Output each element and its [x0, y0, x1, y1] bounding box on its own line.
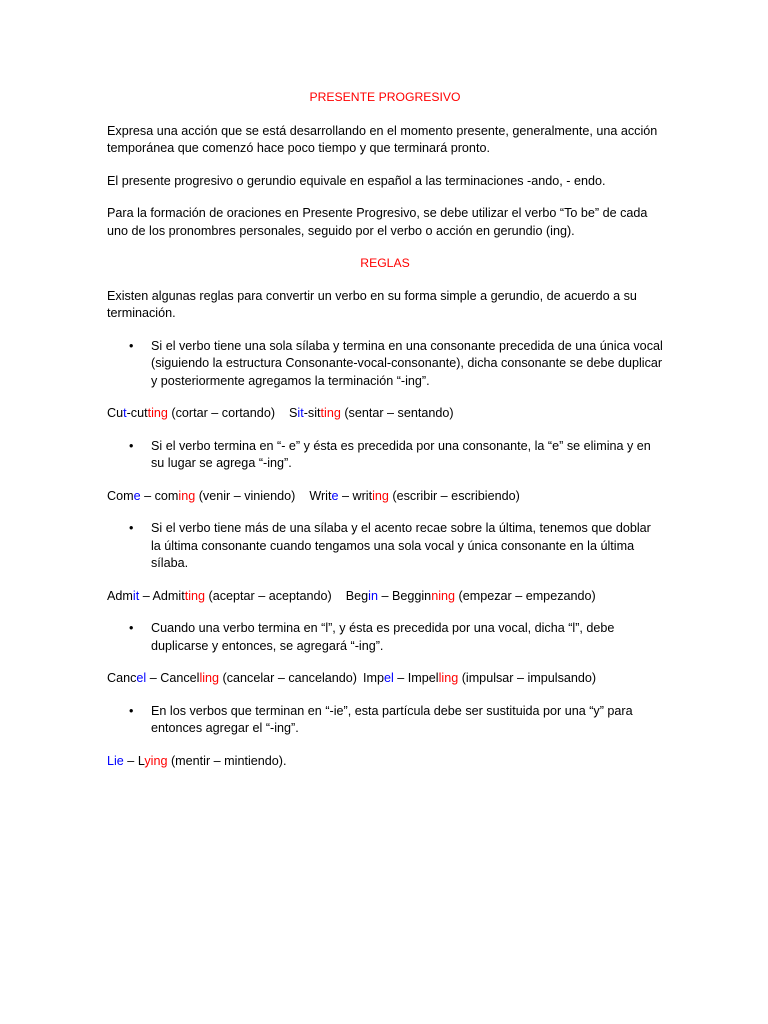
paragraph-formation: Para la formación de oraciones en Presente Progresivo, se debe utilizar el verbo “To be” de cada uno de los pronombres personales, seguido por el verbo o acción en gerundio (ing). — [107, 206, 648, 238]
example-text: Canc — [107, 671, 137, 685]
example-text: – Impel — [393, 671, 439, 685]
example-text: – L — [123, 753, 145, 768]
rule-item-5 — [107, 703, 663, 738]
rule-text: Si el verbo tiene una sola sílaba y termina en una consonante precedida de una única vocal (siguiendo la estructura Consonante-vocal-consonante), dicha consonante se debe duplicar y posteriormente agregamos la terminación “-ing”. — [151, 338, 663, 388]
rule-item-1 — [107, 338, 663, 391]
example-translation: (aceptar – aceptando) — [205, 588, 332, 603]
example-text: Imp — [362, 671, 384, 685]
example-highlight-red: ting — [320, 406, 341, 420]
bullet-icon: • — [129, 621, 134, 635]
example-highlight-blue: it — [297, 406, 304, 420]
rule-item-3 — [107, 520, 663, 573]
example-translation: (sentar – sentando) — [340, 406, 454, 420]
example-translation: (impulsar – impulsando) — [458, 671, 597, 685]
example-highlight-blue: Lie — [107, 753, 124, 768]
example-line-4 — [107, 670, 663, 688]
example-highlight-blue: e — [133, 488, 141, 503]
paragraph-equivalence: El presente progresivo o gerundio equivale en español a las terminaciones -ando, - endo. — [107, 173, 606, 188]
rules-heading: REGLAS — [360, 256, 410, 270]
bullet-icon: • — [129, 438, 134, 453]
example-line-5 — [107, 753, 663, 771]
example-highlight-red: ling — [438, 671, 459, 685]
example-highlight-red: ting — [184, 588, 206, 603]
example-highlight-blue: el — [383, 671, 394, 685]
example-translation: (escribir – escribiendo) — [388, 488, 520, 503]
example-line-3 — [107, 588, 663, 606]
example-translation: (venir – viniendo) — [195, 488, 296, 503]
example-translation: (mentir – mintiendo). — [167, 753, 287, 768]
example-text: Cu — [107, 406, 124, 420]
example-highlight-red: ling — [199, 671, 220, 685]
example-text: – Admit — [139, 588, 185, 603]
bullet-icon: • — [129, 338, 134, 353]
example-highlight-blue: it — [132, 588, 140, 603]
example-highlight-blue: t — [123, 406, 127, 420]
rule-text: Si el verbo tiene más de una sílaba y el acento recae sobre la última, tenemos que doblar la última consonante cuando tengamos una sola vocal y única consonante en la última sílaba. — [151, 521, 651, 570]
example-text: Com — [107, 488, 134, 503]
example-text: – writ — [338, 488, 373, 503]
example-highlight-red: ying — [144, 753, 168, 768]
example-text: Writ — [309, 488, 332, 503]
example-text: -cut — [126, 406, 148, 420]
page-title: PRESENTE PROGRESIVO — [309, 90, 461, 104]
example-highlight-red: ing — [178, 488, 196, 503]
example-text: – com — [140, 488, 179, 503]
example-highlight-blue: e — [331, 488, 339, 503]
bullet-icon: • — [129, 703, 134, 718]
example-translation: (cortar – cortando) — [167, 406, 276, 420]
rule-item-4 — [107, 620, 663, 655]
example-text: – Beggin — [377, 588, 432, 603]
example-text: – Cancel — [146, 671, 200, 685]
example-translation: (cancelar – cancelando) — [219, 671, 357, 685]
example-highlight-blue: el — [136, 671, 147, 685]
example-line-1 — [107, 405, 663, 423]
rule-text: En los verbos que terminan en “-ie”, esta partícula debe ser sustituida por una “y” para entonces agregar el “-ing”. — [151, 703, 633, 735]
example-line-2 — [107, 488, 663, 506]
bullet-icon: • — [129, 521, 134, 535]
document-content — [107, 89, 663, 785]
example-text: Adm — [107, 588, 133, 603]
example-highlight-red: ing — [372, 488, 389, 503]
example-highlight-blue: in — [368, 588, 378, 603]
paragraph-rules-intro: Existen algunas reglas para convertir un verbo en su forma simple a gerundio, de acuerdo a su terminación. — [107, 288, 637, 320]
example-translation: (empezar – empezando) — [455, 588, 596, 603]
example-text: S — [289, 406, 298, 420]
rule-item-2 — [107, 438, 663, 473]
example-highlight-red: ting — [147, 406, 168, 420]
example-text: Beg — [345, 588, 369, 603]
example-highlight-red: ning — [431, 588, 455, 603]
example-text: -sit — [303, 406, 321, 420]
rule-text: Cuando una verbo termina en “l”, y ésta es precedida por una vocal, dicha “l”, debe duplicarse y entonces, se agregará “-ing”. — [151, 621, 615, 653]
paragraph-definition: Expresa una acción que se está desarrollando en el momento presente, generalmente, una acción temporánea que comenzó hace poco tiempo y que terminará pronto. — [107, 123, 658, 155]
rule-text: Si el verbo termina en “- e” y ésta es precedida por una consonante, la “e” se elimina y en su lugar se agrega “-ing”. — [151, 438, 651, 470]
